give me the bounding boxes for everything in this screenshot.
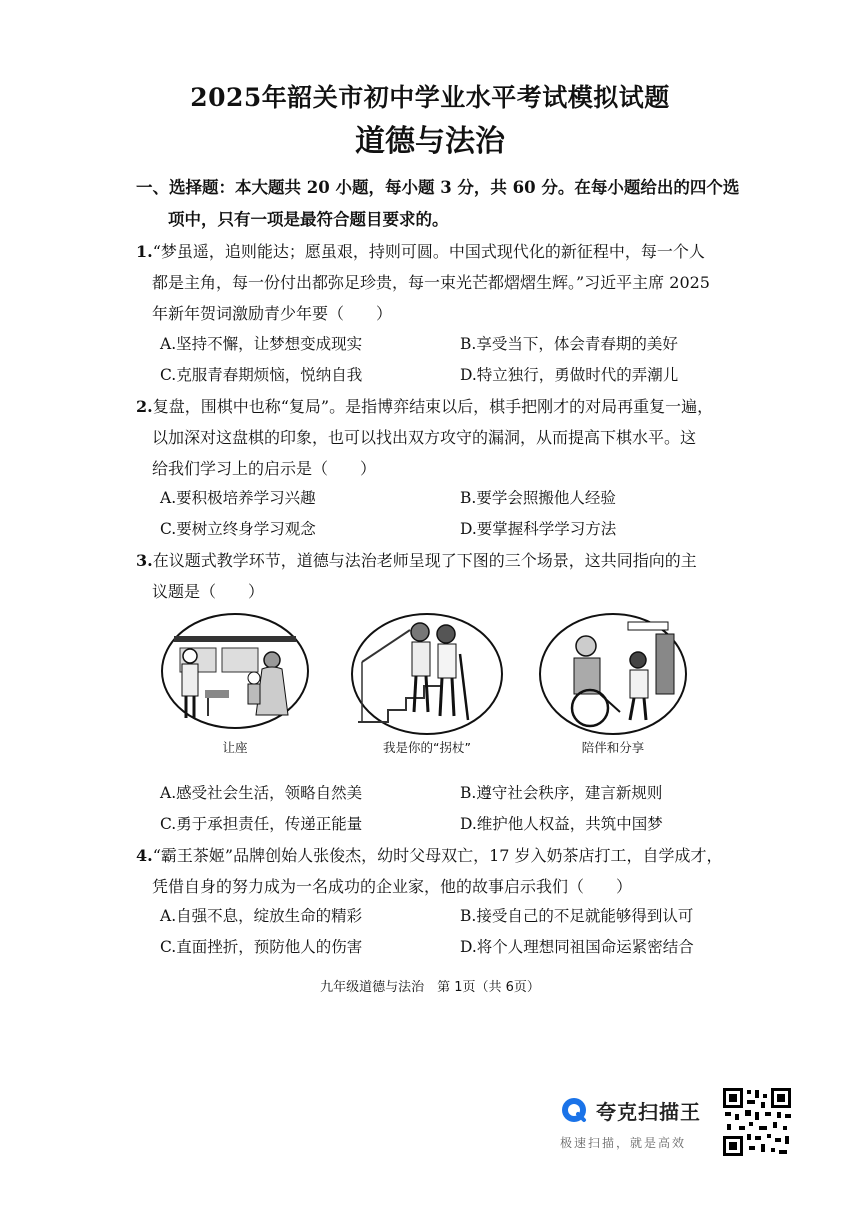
option-b[interactable]: B.享受当下，体会青春期的美好 bbox=[460, 335, 678, 353]
exam-title: 2025年韶关市初中学业水平考试模拟试题 bbox=[190, 83, 670, 112]
question-line: 议题是（ ） bbox=[152, 582, 265, 601]
option-b[interactable]: B.遵守社会秩序，建言新规则 bbox=[460, 784, 663, 802]
option-c[interactable]: C.要树立终身学习观念 bbox=[160, 520, 316, 538]
question-4-options bbox=[160, 901, 760, 963]
question-2 bbox=[136, 391, 736, 484]
option-d[interactable]: D.要掌握科学学习方法 bbox=[460, 520, 617, 538]
section-line-2: 项中，只有一项是最符合题目要求的。 bbox=[168, 210, 449, 229]
question-line: “梦虽遥，追则能达；愿虽艰，持则可圆。中国式现代化的新征程中，每一个人 bbox=[152, 242, 705, 261]
question-line: 在议题式教学环节，道德与法治老师呈现了下图的三个场景，这共同指向的主 bbox=[152, 551, 697, 570]
section-instructions bbox=[136, 172, 756, 236]
image-caption: 让座 bbox=[222, 740, 248, 755]
qr-code-icon bbox=[721, 1086, 793, 1158]
question-1 bbox=[136, 236, 736, 329]
question-2-options bbox=[160, 483, 760, 545]
question-line: 给我们学习上的启示是（ ） bbox=[152, 459, 377, 478]
question-4 bbox=[136, 840, 736, 902]
question-1-options bbox=[160, 329, 760, 391]
scanner-watermark bbox=[560, 1094, 720, 1154]
question-line: 年新年贺词激励青少年要（ ） bbox=[152, 304, 393, 323]
scene-giving-seat-image bbox=[160, 612, 310, 755]
option-c[interactable]: C.直面挫折，预防他人的伤害 bbox=[160, 938, 363, 956]
question-line: 以加深对这盘棋的印象，也可以找出双方攻守的漏洞，从而提高下棋水平。这 bbox=[152, 428, 697, 447]
question-number: 4. bbox=[136, 846, 153, 865]
option-c[interactable]: C.勇于承担责任，传递正能量 bbox=[160, 815, 363, 833]
option-d[interactable]: D.特立独行，勇做时代的弄潮儿 bbox=[460, 366, 679, 384]
question-3-options bbox=[160, 778, 760, 840]
option-b[interactable]: B.接受自己的不足就能够得到认可 bbox=[460, 907, 694, 925]
option-d[interactable]: D.将个人理想同祖国命运紧密结合 bbox=[460, 938, 694, 956]
question-3-images bbox=[160, 612, 700, 762]
image-caption: 我是你的“拐杖” bbox=[383, 740, 471, 755]
question-3 bbox=[136, 545, 736, 607]
question-number: 3. bbox=[136, 551, 153, 570]
section-line-1: 一、选择题：本大题共 20 小题，每小题 3 分，共 60 分。在每小题给出的四个选 bbox=[136, 178, 740, 197]
watermark-brand: 夸克扫描王 bbox=[596, 1100, 701, 1124]
option-a[interactable]: A.感受社会生活，领略自然美 bbox=[160, 784, 363, 802]
option-b[interactable]: B.要学会照搬他人经验 bbox=[460, 489, 616, 507]
watermark-slogan: 极速扫描，就是高效 bbox=[560, 1136, 687, 1150]
option-a[interactable]: A.坚持不懈，让梦想变成现实 bbox=[160, 335, 363, 353]
question-number: 1. bbox=[136, 242, 153, 261]
option-a[interactable]: A.要积极培养学习兴趣 bbox=[160, 489, 316, 507]
quark-logo-icon bbox=[560, 1096, 588, 1124]
option-c[interactable]: C.克服青春期烦恼，悦纳自我 bbox=[160, 366, 363, 384]
scene-crutch-image bbox=[350, 612, 504, 755]
question-line: “霸王茶姬”品牌创始人张俊杰，幼时父母双亡，17 岁入奶茶店打工，自学成才， bbox=[152, 846, 723, 865]
page-footer: 九年级道德与法治 第 1页（共 6页） bbox=[320, 980, 540, 995]
question-number: 2. bbox=[136, 397, 153, 416]
image-caption: 陪伴和分享 bbox=[581, 740, 645, 755]
subject-title: 道德与法治 bbox=[355, 124, 505, 159]
scene-companionship-image bbox=[538, 612, 688, 755]
question-line: 复盘，围棋中也称“复局”。是指博弈结束以后，棋手把刚才的对局再重复一遍， bbox=[152, 397, 714, 416]
option-a[interactable]: A.自强不息，绽放生命的精彩 bbox=[160, 907, 363, 925]
question-line: 凭借自身的努力成为一名成功的企业家，他的故事启示我们（ ） bbox=[152, 877, 633, 896]
question-line: 都是主角，每一份付出都弥足珍贵，每一束光芒都熠熠生辉。”习近平主席 2025 bbox=[152, 273, 710, 292]
option-d[interactable]: D.维护他人权益，共筑中国梦 bbox=[460, 815, 663, 833]
